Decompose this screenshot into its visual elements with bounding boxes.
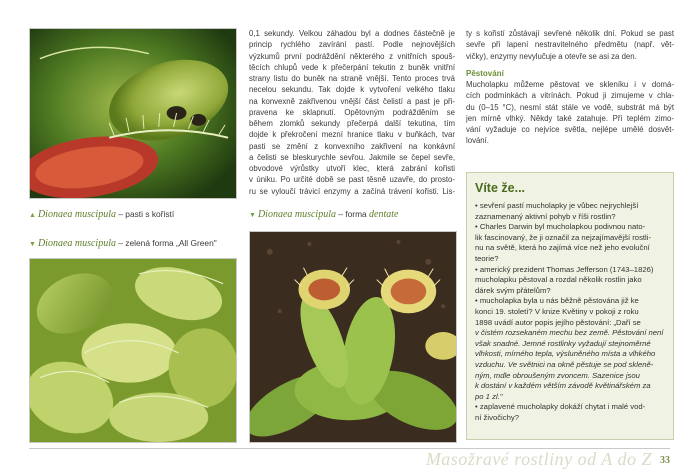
did-you-know-list xyxy=(475,201,666,423)
caption-arrow-up-icon: ▲ xyxy=(29,212,36,219)
caption-arrow-down-icon: ▼ xyxy=(249,212,256,219)
list-item: • mucholapka byla u nás běžně pěstována již ke konci 19. století? V knize Květiny v pokoji z roku 1898 uvádí autor popis jejího pěstování: „Daří se v čistém rozsekaném mechu bez země. Pěstování není však snadné. Jemné rostlinky vyžadují stejnoměrné vlhkosti, mírného tepla, výsluněného místa a vlhkého vzduchu. Ve světnici na okně pěstuje se pod skleně- ným, mdle obroušeným zvoncem. Sazenice jsou k dostání v každém větším závodě květinářském za po 1 zl." xyxy=(475,296,664,401)
photo-dentate-form xyxy=(249,231,457,443)
list-item: • sevření pastí mucholapky je vůbec nejrychlejší zaznamenaný aktivní pohyb v říši rostlin? xyxy=(475,201,639,221)
photo-trap-with-prey xyxy=(29,28,237,199)
page-number: 33 xyxy=(660,455,670,466)
list-item: • zaplavené mucholapky dokáží chytat i malé vod- ní živočichy? xyxy=(475,402,646,422)
paragraph-trap-closing: ty s kořistí zůstávají sevřené několik dní. Pokud se past sevře při lapení nestravitelného předmětu (např. vět- vičky), enzymy nevylučuje a otevře se asi za den. xyxy=(466,29,674,61)
section-heading-cultivation: Pěstování xyxy=(466,68,504,78)
body-text-right-column xyxy=(466,28,674,147)
caption-arrow-down-icon: ▼ xyxy=(29,241,36,248)
photo-all-green-form xyxy=(29,258,237,443)
did-you-know-box xyxy=(466,172,674,440)
list-item: • americký prezident Thomas Jefferson (1743–1826) mucholapku pěstoval a rozdal několik rostlin jako dárek svým přátelům? xyxy=(475,264,654,295)
book-title: Masožravé rostliny od A do Z xyxy=(425,449,652,469)
caption-dentate-form: ▼ Dionaea muscipula – forma dentate xyxy=(249,209,399,220)
page-footer xyxy=(0,448,700,476)
paragraph-trap-mechanism: 0,1 sekundy. Velkou záhadou byl a dodnes částečně je princip rychlého zavírání pastí. Podle nejnovějších výzkumů první podráždění některého z vnitřních spouš- těcích chlupů vede k přečerpání tekutin z buněk vnitřní strany listu do buněk na straně vnější. Tento proces trvá necelou sekundu. Tak dojde k vytvoření velkého tlaku na konvexně zakřivenou vnější část čelistí a past je při- pravena ke sklapnutí. Opětovným podrážděním se během zlomků sekundy přečerpá další tekutina, tím dojde k překročení mezní hranice tlaku v buňkách, tvar pasti se změní z konvexního zakřivení na konkávní a čelisti se bleskurychle sevřou. Jakmile se čepel sevře, obvodové výrůstky utvoří klec, která zabrání kořisti v úniku. Po určité době se past těsně uzavře, do prosto- ru se vyloučí trávicí enzymy a začíná trávení kořisti. Lis- xyxy=(249,29,455,196)
caption-trap-with-prey: ▲ Dionaea muscipula – pasti s kořistí xyxy=(29,209,175,220)
list-item: • Charles Darwin byl mucholapkou podivnou nato- lik fascinovaný, že ji označil za nejzajímavější rostli- nu na světě, která ho zajímá více než jeho evoluční teorie? xyxy=(475,222,652,263)
caption-all-green: ▼ Dionaea muscipula – zelená forma „All Green" xyxy=(29,238,217,249)
body-text-middle-column xyxy=(249,28,455,197)
section-cultivation: Pěstování Mucholapku můžeme pěstovat ve skleníku i v domá- cích podmínkách a vitrínách. Pokud ji zimujeme v chla- du (0–15 °C), nesmí stát stále ve vodě, substrát má být jen mírně vlhký. Někdy také zatahuje. Při teplém zimo- vání vyžaduje co nejvíce světla, nejlépe umělé dosvět- lování. xyxy=(466,68,674,146)
did-you-know-title: Víte že... xyxy=(475,181,526,195)
